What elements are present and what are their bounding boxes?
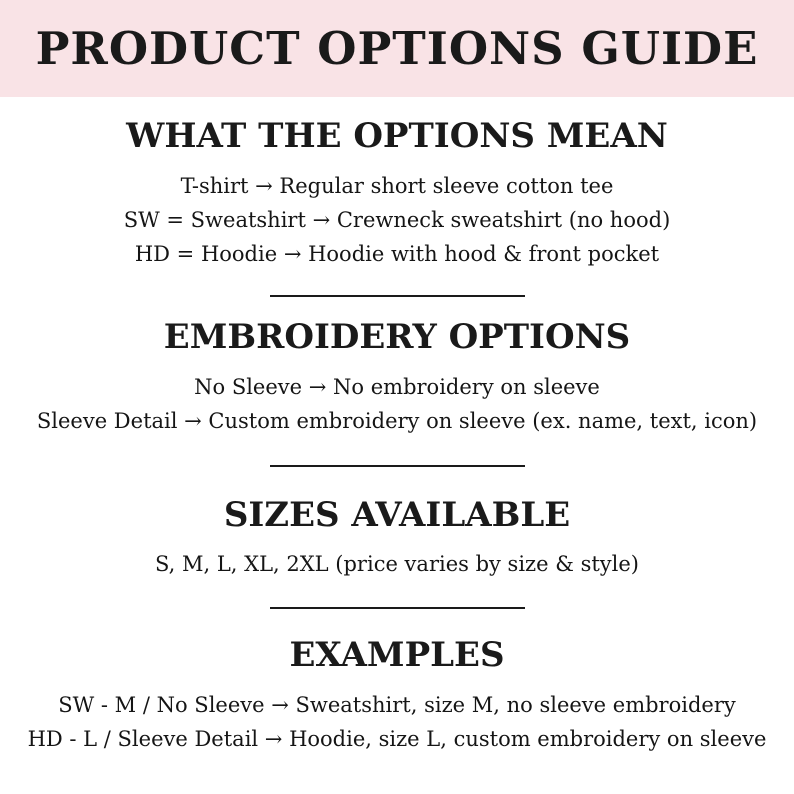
section-divider: [270, 295, 525, 297]
option-line-hoodie: HD = Hoodie → Hoodie with hood & front pocket: [134, 241, 660, 266]
section-divider: [270, 465, 525, 467]
option-line-sleeve-detail: Sleeve Detail → Custom embroidery on sleeve (ex. name, text, icon): [36, 408, 758, 433]
section-lines: [0, 547, 794, 581]
example-line-hoodie: HD - L / Sleeve Detail → Hoodie, size L, custom embroidery on sleeve: [27, 727, 767, 752]
section-divider: [270, 607, 525, 609]
section-lines: [0, 370, 794, 438]
section-sizes-available: [0, 495, 794, 582]
page-title: PRODUCT OPTIONS GUIDE: [35, 22, 759, 75]
example-line-sweatshirt: SW - M / No Sleeve → Sweatshirt, size M, no sleeve embroidery: [58, 693, 736, 718]
option-line-sweatshirt: SW = Sweatshirt → Crewneck sweatshirt (no hood): [123, 207, 671, 232]
sizes-line: S, M, L, XL, 2XL (price varies by size & style): [154, 552, 639, 577]
title-banner: [0, 0, 794, 97]
section-examples: [0, 635, 794, 756]
section-what-the-options-mean: [0, 116, 794, 271]
section-lines: [0, 688, 794, 756]
section-heading-sizes-available: SIZES AVAILABLE: [223, 494, 571, 535]
section-embroidery-options: [0, 317, 794, 438]
section-lines: [0, 169, 794, 271]
section-heading-embroidery-options: EMBROIDERY OPTIONS: [163, 316, 631, 357]
section-heading-examples: EXAMPLES: [289, 635, 505, 676]
option-line-no-sleeve: No Sleeve → No embroidery on sleeve: [194, 374, 600, 399]
section-heading-what-the-options-mean: WHAT THE OPTIONS MEAN: [126, 116, 668, 156]
option-line-tshirt: T-shirt → Regular short sleeve cotton tee: [180, 173, 614, 198]
